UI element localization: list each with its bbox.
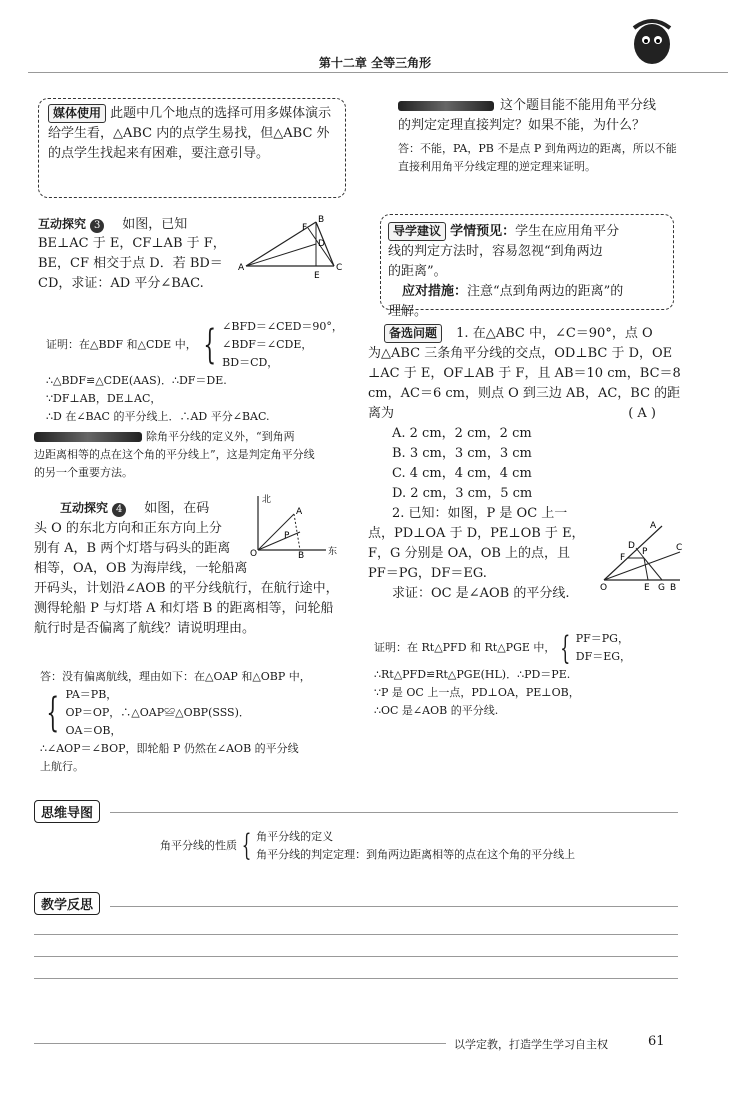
mindmap-rule bbox=[110, 812, 678, 813]
label-B: B bbox=[298, 551, 305, 558]
note-1-line3: 的另一个重要方法。 bbox=[34, 466, 133, 479]
question-line2: 的判定定理直接判定？如果不能，为什么？ bbox=[398, 118, 646, 133]
answer-4-block: 答：没有偏离航线，理由如下：在△OAP 和△OBP 中， { PA＝PB， OP＝OP，∴△OAP≌△OBP(SSS)． OA＝OB， ∴∠AOP＝∠BOP，即轮船 P 仍然在∠AOB 的平分线 上航行。 bbox=[40, 668, 350, 776]
exploration-4-line-3: 相等，OA，OB 为海岸线，一轮船离 bbox=[34, 561, 248, 576]
proof-3-line-2: ∵DF⊥AB，DE⊥AC， bbox=[46, 392, 162, 405]
exploration-4-lead: 如图，在码 bbox=[144, 501, 210, 516]
backup-q2-line-1: 2. 已知：如图，P 是 OC 上一 bbox=[392, 506, 568, 521]
footer-slogan: 以学定教，打造学生学习自主权 bbox=[454, 1038, 608, 1051]
proof-3-prefix: 证明：在△BDF 和△CDE 中， bbox=[46, 338, 197, 351]
backup-q2-line-2: 点，PD⊥OA 于 D，PE⊥OB 于 E， bbox=[368, 526, 585, 541]
question-banner bbox=[398, 101, 494, 111]
compass-figure-4 bbox=[248, 492, 340, 558]
guide-text-2: 线的判定方法时，容易忽视“到角两边 bbox=[388, 244, 603, 259]
footer-rule bbox=[34, 1043, 446, 1044]
label-east: 东 bbox=[328, 547, 338, 557]
label-B: B bbox=[670, 583, 677, 592]
label-E: E bbox=[314, 271, 320, 280]
backup-option-d: D. 2 cm，3 cm，5 cm bbox=[392, 486, 533, 501]
answer-4-brace-2: OP＝OP，∴△OAP≌△OBP(SSS)． bbox=[65, 706, 250, 719]
proof-3-line-1: ∴△BDF≌△CDE(AAS)．∴DF＝DE. bbox=[46, 374, 227, 387]
media-usage-body: 此题中几个地点的选择可用多媒体演示给学生看，△ABC 内的点学生易找，但△ABC 外的点学生找起来有困难，要注意引导。 bbox=[48, 106, 332, 161]
label-A: A bbox=[238, 263, 245, 273]
exploration-3-line2: BE⊥AC 于 E，CF⊥AB 于 F， bbox=[38, 236, 226, 251]
media-usage-tag: 媒体使用 bbox=[48, 104, 106, 123]
mindmap-branch-1: 角平分线的定义 bbox=[256, 830, 334, 843]
backup-proof-block: 证明：在 Rt△PFD 和 Rt△PGE 中， { PF＝PG， DF＝EG， ∴Rt△PFD≌Rt△PGE(HL)．∴PD＝PE. ∵P 是 OC 上一点，PD⊥OA，PE⊥OB， ∴OC 是∠AOB 的平分线. bbox=[374, 630, 694, 720]
backup-q1-answer: ( A ) bbox=[628, 406, 656, 421]
mindmap-tag: 思维导图 bbox=[34, 800, 100, 823]
guide-tag: 导学建议 bbox=[388, 222, 446, 241]
label-C: C bbox=[336, 263, 343, 273]
question-tail: 这个题目能不能用角平分线 bbox=[500, 98, 657, 113]
guide-text-1: 学生在应用角平分 bbox=[515, 224, 620, 239]
backup-option-b: B. 3 cm，3 cm，3 cm bbox=[392, 446, 532, 461]
label-O: O bbox=[250, 549, 258, 558]
label-F: F bbox=[620, 553, 626, 563]
exploration-4-tag: 互动探究 bbox=[60, 501, 109, 515]
backup-proof-brace-1: PF＝PG， bbox=[575, 632, 629, 645]
reflection-tag: 教学反思 bbox=[34, 892, 100, 915]
exploration-4-line-1: 头 O 的东北方向和正东方向上分 bbox=[34, 521, 222, 536]
label-A: A bbox=[650, 521, 657, 531]
backup-q1-line-4: cm，AC＝6 cm，则点 O 到三边 AB，AC，BC 的距 bbox=[368, 386, 681, 401]
guide-head: 学情预见： bbox=[450, 224, 516, 239]
exploration-3-line4: CD，求证：AD 平分∠BAC. bbox=[38, 276, 204, 291]
question-right-block bbox=[398, 96, 714, 176]
guide-content bbox=[388, 222, 666, 322]
reflection-rule-1 bbox=[110, 906, 678, 907]
triangle-figure-3 bbox=[238, 214, 346, 280]
angle-figure-backup bbox=[600, 518, 684, 592]
proof-3-block: 证明：在△BDF 和△CDE 中， { ∠BFD＝∠CED＝90°， ∠BDF＝∠CDE， BD＝CD， ∴△BDF≌△CDE(AAS)．∴DF＝DE. ∵DF⊥AB，DE⊥AC， ∴D 在∠BAC 的平分线上．∴AD 平分∠BAC. bbox=[46, 318, 346, 426]
exploration-4-line-5: 测得轮船 P 与灯塔 A 和灯塔 B 的距离相等，问轮船 bbox=[34, 601, 334, 616]
page-number: 61 bbox=[648, 1034, 665, 1049]
label-D: D bbox=[628, 541, 635, 551]
label-P: P bbox=[642, 547, 648, 557]
answer-4-conclusion-2: 上航行。 bbox=[40, 760, 84, 773]
backup-option-c: C. 4 cm，4 cm，4 cm bbox=[392, 466, 532, 481]
backup-q2-line-4: PF＝PG，DF＝EG. bbox=[368, 566, 487, 581]
reflection-rule-2 bbox=[34, 934, 678, 935]
proof-3-brace-1: ∠BFD＝∠CED＝90°， bbox=[222, 320, 343, 333]
exploration-4-line-6: 航行时是否偏离了航线？请说明理由。 bbox=[34, 621, 256, 636]
answer-4-brace-1: PA＝PB， bbox=[65, 688, 118, 701]
note-1-tail: 除角平分线的定义外，“到角两 bbox=[146, 430, 295, 443]
mindmap-root: 角平分线的性质 bbox=[160, 839, 237, 852]
guide-measure-2: 理解。 bbox=[388, 304, 428, 319]
label-F: F bbox=[302, 223, 308, 233]
exploration-3-tag: 互动探究 bbox=[38, 217, 87, 231]
header-divider bbox=[28, 72, 728, 73]
exploration-3-line3: BE，CF 相交于点 D．若 BD＝ bbox=[38, 256, 223, 271]
answer-4-brace-3: OA＝OB， bbox=[65, 724, 122, 737]
backup-q1-line-2: 为△ABC 三条角平分线的交点，OD⊥BC 于 D，OE bbox=[368, 346, 673, 361]
proof-3-brace-3: BD＝CD， bbox=[222, 356, 279, 369]
label-north: 北 bbox=[262, 495, 272, 505]
mindmap-branch-2: 角平分线的判定定理：到角两边距离相等的点在这个角的平分线上 bbox=[256, 848, 576, 861]
reflection-rule-3 bbox=[34, 956, 678, 957]
backup-proof-line-2: ∵P 是 OC 上一点，PD⊥OA，PE⊥OB， bbox=[374, 686, 580, 699]
backup-proof-line-1: ∴Rt△PFD≌Rt△PGE(HL)．∴PD＝PE. bbox=[374, 668, 571, 681]
backup-q1-line-1: 1. 在△ABC 中，∠C＝90°，点 O bbox=[456, 326, 653, 341]
mascot-icon bbox=[628, 14, 676, 70]
proof-3-line-3: ∴D 在∠BAC 的平分线上．∴AD 平分∠BAC. bbox=[46, 410, 270, 423]
question-answer-2: 直接利用角平分线定理的逆定理来证明。 bbox=[398, 160, 596, 173]
backup-q2-line-5: 求证：OC 是∠AOB 的平分线. bbox=[392, 586, 570, 601]
question-answer-1: 答：不能，PA，PB 不是点 P 到角两边的距离，所以不能 bbox=[398, 142, 677, 155]
label-C: C bbox=[676, 543, 683, 553]
note-1-banner bbox=[34, 432, 142, 442]
exploration-3-number: 3 bbox=[90, 219, 104, 233]
guide-measure-1: 注意“点到角两边的距离”的 bbox=[467, 284, 624, 299]
label-P: P bbox=[284, 531, 290, 541]
backup-option-a: A. 2 cm，2 cm，2 cm bbox=[392, 426, 532, 441]
exploration-4-line-4: 开码头，计划沿∠AOB 的平分线航行，在航行途中， bbox=[34, 581, 339, 596]
label-O: O bbox=[600, 583, 608, 592]
backup-proof-brace-2: DF＝EG， bbox=[575, 650, 632, 663]
backup-proof-prefix: 证明：在 Rt△PFD 和 Rt△PGE 中， bbox=[374, 641, 556, 654]
label-B: B bbox=[318, 215, 325, 225]
guide-measure-head: 应对措施： bbox=[402, 284, 468, 299]
chapter-title: 第十二章 全等三角形 bbox=[318, 56, 432, 70]
label-D: D bbox=[318, 239, 325, 249]
mindmap-diagram: 角平分线的性质 { 角平分线的定义 角平分线的判定定理：到角两边距离相等的点在这个角的平分线上 bbox=[160, 828, 576, 863]
backup-q1-line-5: 离为 bbox=[368, 406, 395, 421]
label-E: E bbox=[644, 583, 650, 592]
exploration-3-lead: 如图，已知 bbox=[122, 217, 188, 232]
backup-q2-line-3: F，G 分别是 OA，OB 上的点，且 bbox=[368, 546, 571, 561]
answer-4-prefix: 答：没有偏离航线，理由如下：在△OAP 和△OBP 中， bbox=[40, 670, 311, 683]
proof-3-brace-2: ∠BDF＝∠CDE， bbox=[222, 338, 313, 351]
backup-tag: 备选问题 bbox=[384, 324, 442, 343]
note-1-line2: 边距离相等的点在这个角的平分线上”，这是判定角平分线 bbox=[34, 448, 315, 461]
media-usage-text bbox=[48, 104, 340, 164]
label-G: G bbox=[658, 583, 665, 592]
answer-4-conclusion-1: ∴∠AOP＝∠BOP，即轮船 P 仍然在∠AOB 的平分线 bbox=[40, 742, 299, 755]
reflection-rule-4 bbox=[34, 978, 678, 979]
exploration-4-number: 4 bbox=[112, 503, 126, 517]
backup-q1-line-3: ⊥AC 于 E，OF⊥AB 于 F，且 AB＝10 cm，BC＝8 bbox=[368, 366, 681, 381]
note-1-block bbox=[34, 428, 348, 482]
exploration-4-line-2: 别有 A，B 两个灯塔与码头的距离 bbox=[34, 541, 231, 556]
label-A: A bbox=[296, 507, 303, 517]
guide-text-3: 的距离”。 bbox=[388, 264, 447, 279]
backup-proof-line-3: ∴OC 是∠AOB 的平分线. bbox=[374, 704, 499, 717]
